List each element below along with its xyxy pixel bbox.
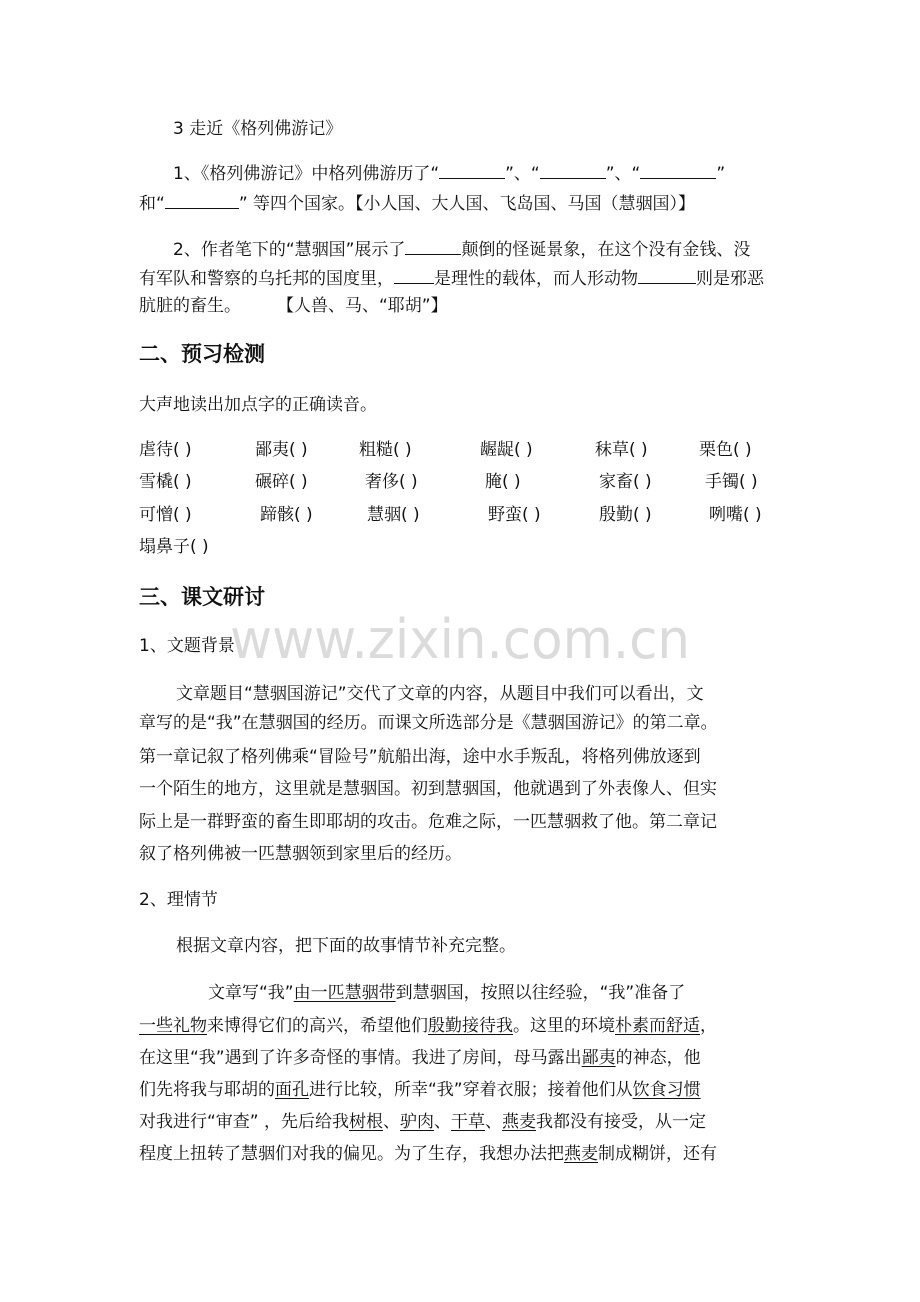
pinyin-item: 咧嘴( ) bbox=[709, 505, 762, 525]
underlined-answer: 殷勤接待我 bbox=[428, 1016, 513, 1036]
subheading: 2、理情节 bbox=[139, 890, 218, 910]
story-line: 们先将我与耶胡的面孔进行比较，所幸“我”穿着衣服；接着他们从饮食习惯 bbox=[139, 1080, 701, 1100]
paragraph-line: 章写的是“我”在慧骃国的经历。而课文所选部分是《慧骃国游记》的第二章。 bbox=[139, 713, 718, 733]
underlined-answer: 面孔 bbox=[275, 1080, 309, 1100]
paragraph-line: 一个陌生的地方，这里就是慧骃国。初到慧骃国，他就遇到了外表像人、但实 bbox=[139, 779, 717, 799]
instruction: 大声地读出加点字的正确读音。 bbox=[139, 395, 377, 415]
pinyin-item: 殷勤( ) bbox=[599, 505, 652, 525]
pinyin-item: 家畜( ) bbox=[599, 472, 652, 492]
pinyin-item: 栗色( ) bbox=[699, 440, 752, 460]
underlined-answer: 一些礼物 bbox=[139, 1016, 207, 1036]
paragraph-line: 文章题目“慧骃国游记”交代了文章的内容，从题目中我们可以看出，文 bbox=[176, 684, 704, 704]
pinyin-item: 龌龊( ) bbox=[480, 440, 533, 460]
blank bbox=[640, 161, 716, 179]
question-1-line-2: 和“ ” 等四个国家。【小人国、大人国、飞岛国、马国（慧骃国）】 bbox=[139, 191, 695, 215]
blank bbox=[394, 266, 434, 284]
underlined-answer: 鄙夷 bbox=[581, 1048, 616, 1068]
paragraph-line: 第一章记叙了格列佛乘“冒险号”航船出海，途中水手叛乱，将格列佛放逐到 bbox=[139, 747, 701, 767]
pinyin-item: 秣草( ) bbox=[595, 440, 648, 460]
pinyin-item: 腌( ) bbox=[485, 472, 521, 492]
pinyin-item: 可憎( ) bbox=[139, 505, 192, 525]
paragraph-line: 叙了格列佛被一匹慧骃领到家里后的经历。 bbox=[139, 844, 462, 864]
pinyin-item: 奢侈( ) bbox=[365, 472, 418, 492]
pinyin-item: 雪橇( ) bbox=[139, 472, 192, 492]
underlined-answer: 燕麦 bbox=[502, 1112, 537, 1132]
story-line: 对我进行“审查” ，先后给我树根、驴肉、干草、燕麦我都没有接受，从一定 bbox=[139, 1112, 707, 1132]
answer: 【人兽、马、“耶胡”】 bbox=[277, 296, 448, 316]
question-2-line-2: 有军队和警察的乌托邦的国度里， 是理性的载体，而人形动物 则是邪恶 bbox=[139, 266, 764, 290]
question-2-line-1: 2、作者笔下的“慧骃国”展示了 颠倒的怪诞景象，在这个没有金钱、没 bbox=[173, 237, 750, 261]
underlined-answer: 燕麦 bbox=[564, 1144, 598, 1164]
underlined-answer: 由一匹慧骃带 bbox=[293, 983, 396, 1003]
underlined-answer: 干草 bbox=[451, 1112, 486, 1132]
section-heading: 二、预习检测 bbox=[139, 342, 265, 366]
story-line: 文章写“我”由一匹慧骃带到慧骃国，按照以往经验，“我”准备了 bbox=[208, 983, 686, 1003]
instruction: 根据文章内容，把下面的故事情节补充完整。 bbox=[176, 936, 516, 956]
pinyin-item: 鄙夷( ) bbox=[255, 440, 308, 460]
blank bbox=[165, 191, 239, 209]
underlined-answer: 朴素而舒适 bbox=[615, 1016, 700, 1036]
pinyin-item: 蹄骸( ) bbox=[260, 505, 313, 525]
watermark bbox=[230, 602, 700, 672]
question-2-line-3: 肮脏的畜生。 【人兽、马、“耶胡”】 bbox=[139, 296, 448, 316]
pinyin-item: 虐待( ) bbox=[139, 440, 192, 460]
blank bbox=[540, 161, 606, 179]
pinyin-item: 粗糙( ) bbox=[359, 440, 412, 460]
underlined-answer: 饮食习惯 bbox=[632, 1080, 701, 1100]
paragraph-line: 际上是一群野蛮的畜生即耶胡的攻击。危难之际，一匹慧骃救了他。第二章记 bbox=[139, 812, 717, 832]
story-line: 程度上扭转了慧骃们对我的偏见。为了生存，我想办法把燕麦制成糊饼，还有 bbox=[139, 1144, 717, 1164]
question-1-line-1: 1、《格列佛游记》中格列佛游历了“ ”、“ ”、“ ” bbox=[173, 161, 725, 185]
intro-title: 3 走近《格列佛游记》 bbox=[173, 119, 343, 139]
story-line: 一些礼物来博得它们的高兴，希望他们殷勤接待我。这里的环境朴素而舒适， bbox=[139, 1016, 717, 1036]
underlined-answer: 驴肉 bbox=[400, 1112, 435, 1132]
pinyin-item: 塌鼻子( ) bbox=[139, 537, 209, 557]
pinyin-item: 手镯( ) bbox=[705, 472, 758, 492]
blank bbox=[405, 237, 461, 255]
svg-text:www.zixin.com.cn: www.zixin.com.cn bbox=[230, 608, 690, 671]
story-line: 在这里“我”遇到了许多奇怪的事情。我进了房间，母马露出鄙夷的神态，他 bbox=[139, 1048, 701, 1068]
pinyin-item: 慧骃( ) bbox=[367, 505, 420, 525]
blank bbox=[638, 266, 696, 284]
underlined-answer: 树根 bbox=[349, 1112, 384, 1132]
subheading: 1、文题背景 bbox=[139, 636, 235, 656]
pinyin-item: 碾碎( ) bbox=[255, 472, 308, 492]
pinyin-item: 野蛮( ) bbox=[488, 505, 541, 525]
section-heading: 三、课文研讨 bbox=[139, 585, 265, 609]
blank bbox=[439, 161, 505, 179]
